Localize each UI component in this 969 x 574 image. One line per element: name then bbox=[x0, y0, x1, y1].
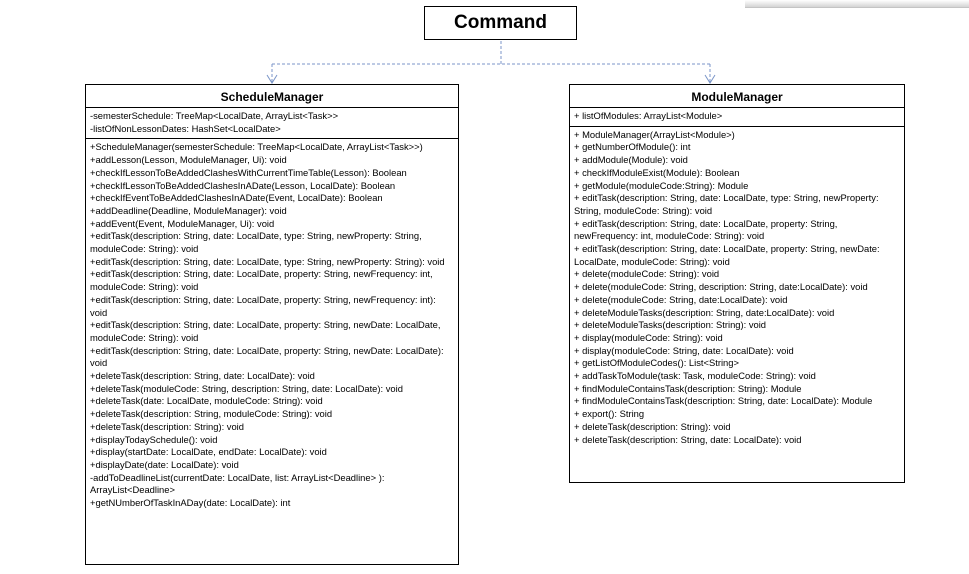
method: + display(moduleCode: String, date: LocalDate): void bbox=[574, 344, 794, 356]
command-class-box bbox=[424, 6, 577, 40]
method: +checkIfEventToBeAddedClashesInADate(Event, LocalDate): Boolean bbox=[90, 192, 383, 204]
method: +editTask(description: String, date: LocalDate, type: String, newProperty: String, moduleCode: String): void bbox=[90, 230, 422, 255]
method: +deleteTask(date: LocalDate, moduleCode: String): void bbox=[90, 395, 323, 407]
method: + delete(moduleCode: String, date:LocalDate): void bbox=[574, 293, 788, 305]
method: +deleteTask(description: String, moduleCode: String): void bbox=[90, 408, 333, 420]
method: + checkIfModuleExist(Module): Boolean bbox=[574, 166, 740, 178]
method: + editTask(description: String, date: LocalDate, property: String, newDate: LocalDate, moduleCode: String): void bbox=[574, 243, 880, 267]
method: +addDeadline(Deadline, ModuleManager): void bbox=[90, 204, 287, 216]
method: +editTask(description: String, date: LocalDate, property: String, newDate: LocalDate, moduleCode: String): void bbox=[90, 319, 441, 343]
method: +deleteTask(description: String): void bbox=[90, 420, 244, 432]
method: +addLesson(Lesson, ModuleManager, Ui): void bbox=[90, 154, 287, 166]
attribute: -semesterSchedule: TreeMap<LocalDate, ArrayList<Task>> bbox=[90, 110, 339, 121]
module-manager-attributes bbox=[570, 108, 904, 127]
schedule-manager-class-box bbox=[85, 84, 459, 565]
schedule-manager-title: ScheduleManager bbox=[86, 85, 458, 108]
method: +ScheduleManager(semesterSchedule: TreeMap<LocalDate, ArrayList<Task>>) bbox=[90, 141, 423, 153]
method: + getListOfModuleCodes(): List<String> bbox=[574, 357, 739, 369]
method: + findModuleContainsTask(description: String): Module bbox=[574, 382, 802, 394]
method: + deleteTask(description: String, date: LocalDate): void bbox=[574, 433, 802, 445]
method: + addModule(Module): void bbox=[574, 154, 688, 166]
module-manager-methods bbox=[570, 127, 904, 450]
attribute: -listOfNonLessonDates: HashSet<LocalDate> bbox=[90, 122, 281, 134]
method: -addToDeadlineList(currentDate: LocalDate, list: ArrayList<Deadline> ): ArrayList<Deadline> bbox=[90, 471, 385, 496]
method: +editTask(description: String, date: LocalDate, property: String, newFrequency: int, moduleCode: String): void bbox=[90, 268, 433, 293]
command-title: Command bbox=[454, 12, 547, 33]
method: + export(): String bbox=[574, 408, 645, 420]
method: + getModule(moduleCode:String): Module bbox=[574, 179, 749, 191]
method: +checkIfLessonToBeAddedClashesInADate(Lesson, LocalDate): Boolean bbox=[90, 179, 396, 191]
method: + ModuleManager(ArrayList<Module>) bbox=[574, 128, 735, 140]
method: +editTask(description: String, date: LocalDate, type: String, newProperty: String): void bbox=[90, 255, 445, 267]
method: +editTask(description: String, date: LocalDate, property: String, newFrequency: int): void bbox=[90, 293, 436, 318]
method: + addTaskToModule(task: Task, moduleCode: String): void bbox=[574, 370, 816, 382]
method: +editTask(description: String, date: LocalDate, property: String, newDate: LocalDate): void bbox=[90, 344, 444, 369]
method: +deleteTask(description: String, date: LocalDate): void bbox=[90, 370, 315, 382]
module-manager-title: ModuleManager bbox=[570, 85, 904, 108]
method: + delete(moduleCode: String, description: String, date:LocalDate): void bbox=[574, 281, 868, 293]
method: + display(moduleCode: String): void bbox=[574, 331, 723, 343]
method: +display(startDate: LocalDate, endDate: LocalDate): void bbox=[90, 446, 327, 458]
method: +getNUmberOfTaskInADay(date: LocalDate): int bbox=[90, 497, 291, 509]
attribute: + listOfModules: ArrayList<Module> bbox=[574, 110, 723, 121]
method: +displayTodaySchedule(): void bbox=[90, 433, 218, 445]
method: + editTask(description: String, date: LocalDate, property: String, newFrequency: int, moduleCode: String): void bbox=[574, 217, 838, 242]
method: +displayDate(date: LocalDate): void bbox=[90, 458, 239, 470]
method: + deleteModuleTasks(description: String): void bbox=[574, 319, 767, 331]
method: +deleteTask(moduleCode: String, description: String, date: LocalDate): void bbox=[90, 382, 403, 394]
method: + getNumberOfModule(): int bbox=[574, 141, 691, 153]
method: +addEvent(Event, ModuleManager, Ui): void bbox=[90, 217, 275, 229]
schedule-manager-attributes bbox=[86, 108, 458, 139]
method: + deleteTask(description: String): void bbox=[574, 420, 731, 432]
method: + findModuleContainsTask(description: String, date: LocalDate): Module bbox=[574, 395, 873, 407]
method: + editTask(description: String, date: LocalDate, type: String, newProperty: String, moduleCode: String): void bbox=[574, 192, 879, 216]
schedule-manager-methods bbox=[86, 139, 458, 512]
method: +checkIfLessonToBeAddedClashesWithCurrentTimeTable(Lesson): Boolean bbox=[90, 166, 407, 178]
method: + deleteModuleTasks(description: String, date:LocalDate): void bbox=[574, 306, 835, 318]
method: + delete(moduleCode: String): void bbox=[574, 268, 720, 280]
module-manager-class-box bbox=[569, 84, 905, 483]
